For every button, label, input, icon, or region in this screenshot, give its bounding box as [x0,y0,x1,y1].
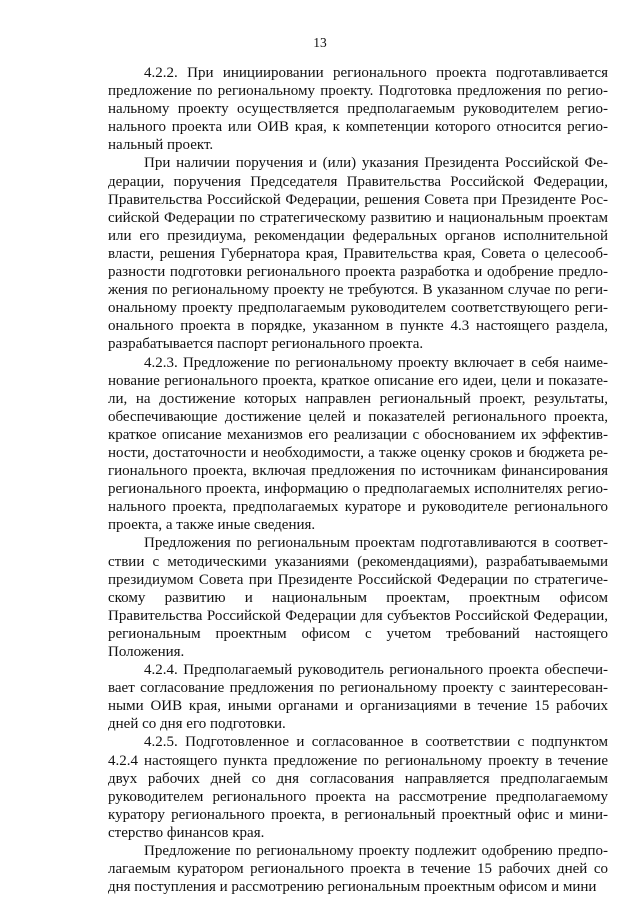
paragraph-4-2-3: 4.2.3. Предложение по региональному проекту включает в себя наименование регионального проекта, краткое описание его идеи, цели и показатели, на достижение которых направлен региональный проект, результаты, обеспечивающие достижение целей и показателей регионального проекта, краткое описание механизмов его реализации с обоснованием их эффективности, достаточности и необходимости, а также оценку сроков и бюджета регионального проекта, включая предложения по источникам финансирования регионального проекта, информацию о предполагаемых исполнителях регионального проекта, предполагаемых кураторе и руководителе регионального проекта, а также иные сведения. [108,354,608,534]
page-number: 13 [313,35,327,50]
paragraph-methodological-guidance: Предложения по региональным проектам подготавливаются в соответствии с методическими указаниями (рекомендациями), разрабатываемыми президиумом Совета при Президенте Российской Федерации по стратегическому развитию и национальным проектам, проектным офисом Правительства Российской Федерации для субъектов Российской Федерации, региональным проектным офисом с учетом требований настоящего Положения. [108,535,608,660]
paragraph-approval: Предложение по региональному проекту подлежит одобрению предполагаемым куратором регионального проекта в течение 15 рабочих дней со дня поступления и рассмотрению региональным проектным офисом и мини [108,843,608,896]
document-body [108,64,608,896]
paragraph-presidential-instruction: При наличии поручения и (или) указания Президента Российской Федерации, поручения Председателя Правительства Российской Федерации, Правительства Российской Федерации, решения Совета при Президенте Российской Федерации по стратегическому развитию и национальным проектам или его президиума, рекомендации федеральных органов исполнительной власти, решения Губернатора края, Правительства края, Совета о целесообразности подготовки регионального проекта разработка и одобрение предложения по региональному проекту не требуются. В указанном случае по региональному проекту предполагаемым руководителем соответствующего регионального проекта в порядке, указанном в пункте 4.3 настоящего раздела, разрабатывается паспорт регионального проекта. [108,155,608,353]
paragraph-4-2-2: 4.2.2. При инициировании регионального проекта подготавливается предложение по региональному проекту. Подготовка предложения по региональному проекту осуществляется предполагаемым руководителем регионального проекта или ОИВ края, к компетенции которого относится региональный проект. [108,65,608,154]
paragraph-4-2-5: 4.2.5. Подготовленное и согласованное в соответствии с подпунктом 4.2.4 настоящего пункта предложение по региональному проекту в течение двух рабочих дней со дня согласования направляется предполагаемым руководителем регионального проекта на рассмотрение предполагаемому куратору регионального проекта, в региональный проектный офис и министерство финансов края. [108,734,608,841]
paragraph-4-2-4: 4.2.4. Предполагаемый руководитель регионального проекта обеспечивает согласование предложения по региональному проекту с заинтересованными ОИВ края, иными органами и организациями в течение 15 рабочих дней со дня его подготовки. [108,662,608,733]
